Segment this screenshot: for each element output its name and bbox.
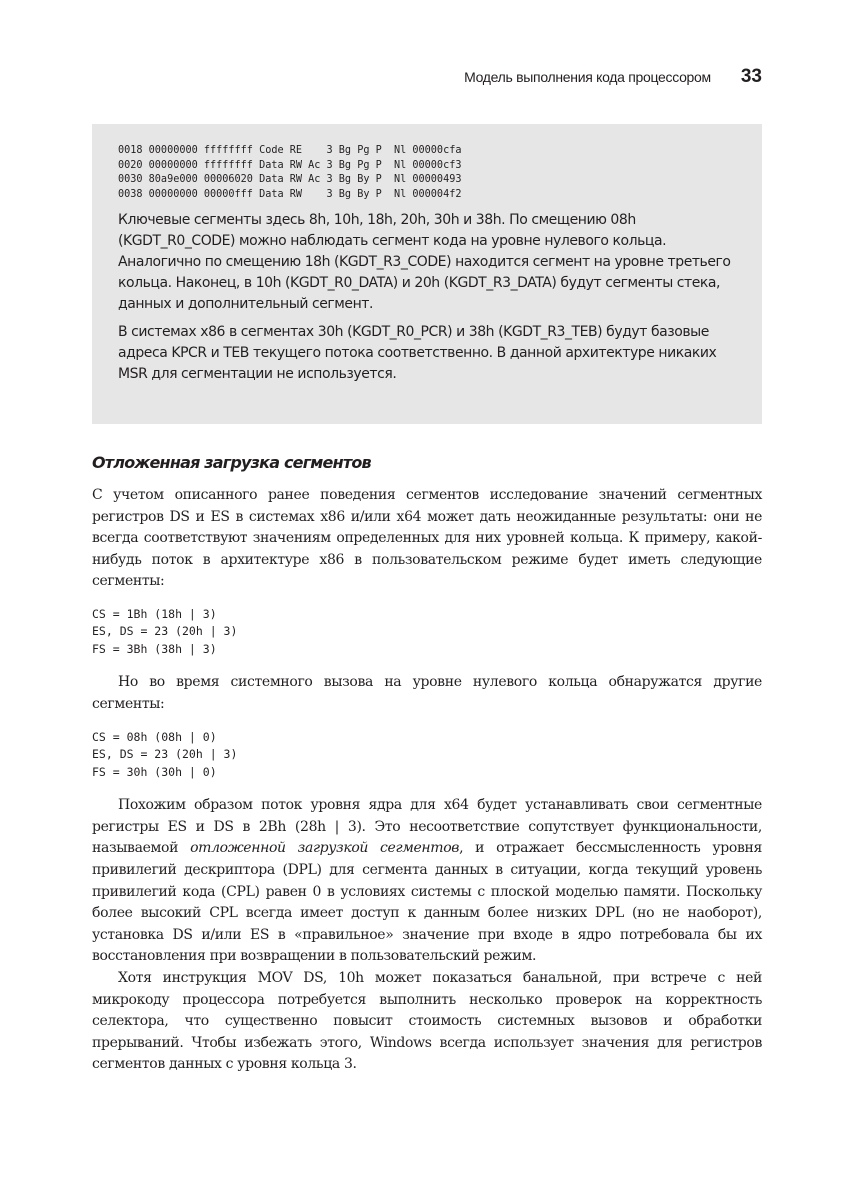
note-paragraph: В системах x86 в сегментах 30h (KGDT_R0_PCR) и 38h (KGDT_R3_TEB) будут базовые адреса KPCR и TEB текущего потока соответственно. В данной архитектуре никаких MSR для сегментации не используется. <box>118 324 717 382</box>
section-title: Отложенная загрузка сегментов <box>92 453 371 472</box>
body-paragraph: С учетом описанного ранее поведения сегментов исследование значений сегментных регистров DS и ES в системах x86 и/или x64 может дать неожиданные результаты: они не всегда соответствуют значениям определенных для них уровней кольца. К примеру, какой-нибудь поток в архитектуре x86 в пользовательском режиме будет иметь следующие сегменты: <box>92 487 762 590</box>
main-text <box>92 485 762 1076</box>
code-kernel-mode-segments: CS = 08h (08h | 0) ES, DS = 23 (20h | 3) FS = 30h (30h | 0) <box>92 729 238 779</box>
body-paragraph: Хотя инструкция MOV DS, 10h может показаться банальной, при встрече с ней микрокоду процессора потребуется выполнить несколько проверок на корректность селектора, что существенно повысит стоимость системных вызовов и обработки прерываний. Чтобы избежать этого, Windows всегда использует значения для регистров сегментов данных с уровня кольца 3. <box>92 969 762 1073</box>
italic-term: отложенной загрузкой сегментов <box>190 840 460 857</box>
running-header <box>92 66 762 90</box>
note-paragraph: Ключевые сегменты здесь 8h, 10h, 18h, 20h, 30h и 38h. По смещению 08h (KGDT_R0_CODE) можно наблюдать сегмент кода на уровне нулевого кольца. Аналогично по смещению 18h (KGDT_R3_CODE) находится сегмент на уровне третьего кольца. Наконец, в 10h (KGDT_R0_DATA) и 20h (KGDT_R3_DATA) будут сегменты стека, данных и дополнительный сегмент. <box>118 212 731 312</box>
paragraph-text: , и отражает бессмысленность уровня привилегий дескриптора (DPL) для сегмента данных в ситуации, когда текущий уровень привилегий кода (CPL) равен 0 в условиях системы с плоской моделью памяти. Поскольку более высокий CPL всегда имеет доступ к данным более низких DPL (но не наоборот), установка DS и/или ES в «правильное» значение при входе в ядро потребовала бы их восстановления при возвращении в пользовательский режим. <box>92 840 762 965</box>
code-user-mode-segments: CS = 1Bh (18h | 3) ES, DS = 23 (20h | 3) FS = 3Bh (38h | 3) <box>92 606 238 656</box>
page-number: 33 <box>740 66 762 87</box>
body-paragraph: Но во время системного вызова на уровне нулевого кольца обнаружатся другие сегменты: <box>92 674 762 713</box>
gdt-dump-code: 0018 00000000 ffffffff Code RE 3 Bg Pg P Nl 00000cfa 0020 00000000 ffffffff Data RW Ac 3 Bg Pg P Nl 00000cf3 0030 80a9e000 00006020 Data RW Ac 3 Bg By P Nl 00000493 0038 00000000 00000fff Data RW 3 Bg By P Nl 000004f2 <box>118 145 462 200</box>
running-header-title: Модель выполнения кода процессором <box>464 69 711 85</box>
body-paragraph <box>92 795 762 968</box>
note-box <box>92 124 762 424</box>
paragraph-text: Похожим образом поток уровня ядра для x64 будет устанавливать свои сегментные регистры ES и DS в 2Bh (28h | 3). Это несоответствие сопутствует функциональности, называемой <box>92 797 762 857</box>
